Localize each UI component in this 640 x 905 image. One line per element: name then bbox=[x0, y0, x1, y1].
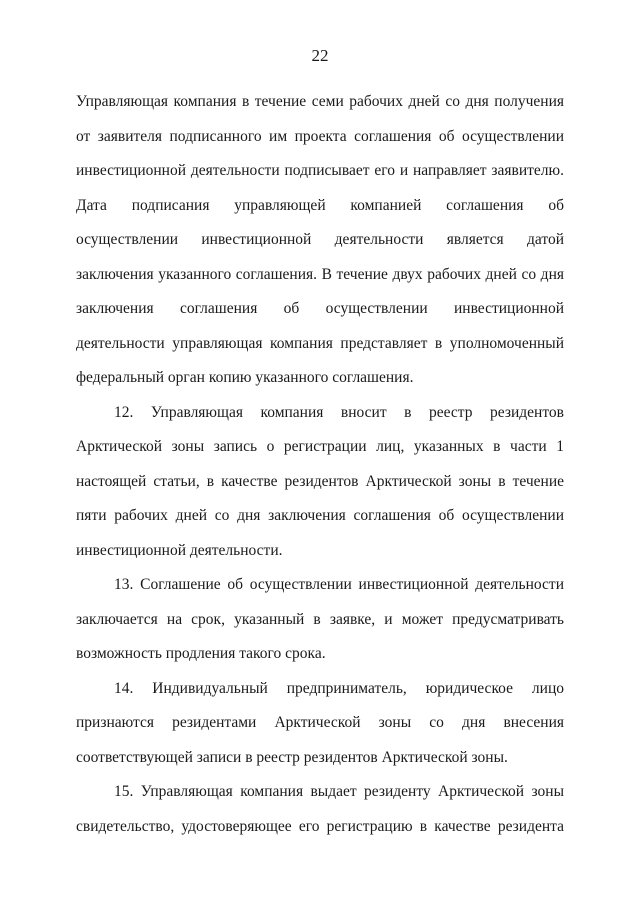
paragraph-15: 15. Управляющая компания выдает резиденту Арктической зоны свидетельство, удостоверяющее его регистрацию в качестве резидента bbox=[76, 783, 564, 835]
paragraph-continuation: Управляющая компания в течение семи рабочих дней со дня получения от заявителя подписанного им проекта соглашения об осуществлении инвестиционной деятельности подписывает его и направляет заявителю. Дата подписания управляющей компанией соглашения об осуществлении инвестиционной деятельности является датой заключения указанного соглашения. В течение двух рабочих дней со дня заключения соглашения об осуществлении инвестиционной деятельности управляющая компания представляет в уполномоченный федеральный орган копию указанного соглашения. bbox=[76, 93, 564, 386]
page-number: 22 bbox=[311, 46, 329, 65]
paragraph-14: 14. Индивидуальный предприниматель, юридическое лицо признаются резидентами Арктической зоны со дня внесения соответствующей записи в реестр резидентов Арктической зоны. bbox=[76, 679, 564, 766]
document-body bbox=[76, 85, 564, 844]
paragraph-12: 12. Управляющая компания вносит в реестр резидентов Арктической зоны запись о регистрации лиц, указанных в части 1 настоящей статьи, в качестве резидентов Арктической зоны в течение пяти рабочих дней со дня заключения соглашения об осуществлении инвестиционной деятельности. bbox=[76, 403, 564, 559]
paragraph-13: 13. Соглашение об осуществлении инвестиционной деятельности заключается на срок, указанный в заявке, и может предусматривать возможность продления такого срока. bbox=[76, 576, 564, 662]
